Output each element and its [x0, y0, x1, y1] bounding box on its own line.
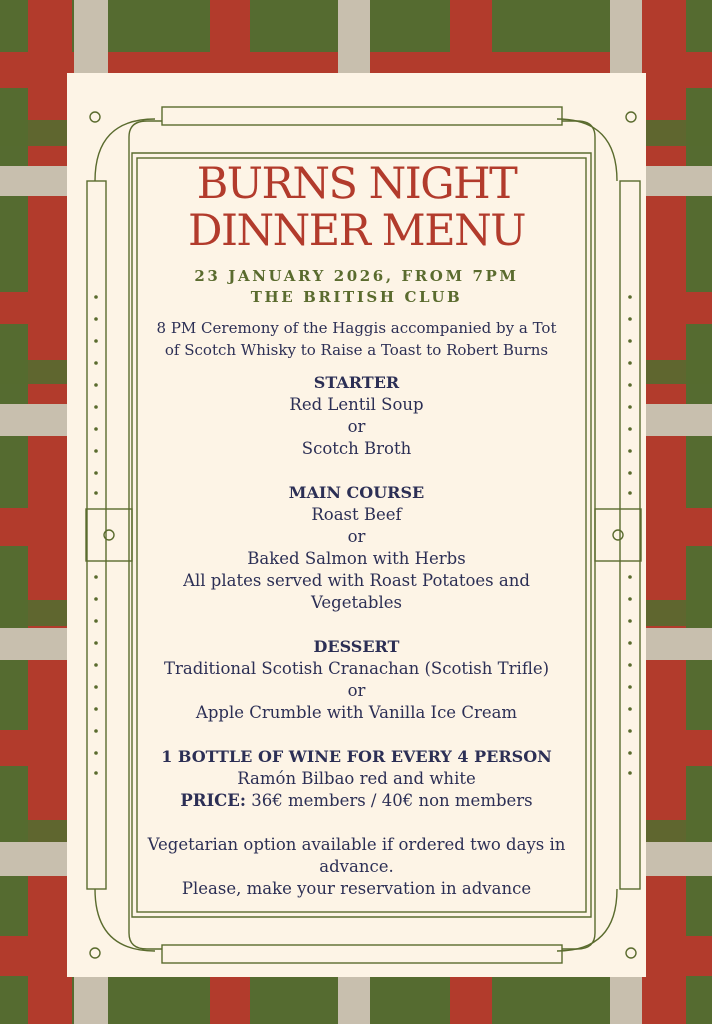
ceremony-line-1: 8 PM Ceremony of the Haggis accompanied by a Tot	[156, 319, 557, 337]
menu-title	[137, 161, 576, 255]
event-venue: THE BRITISH CLUB	[250, 288, 463, 306]
price-value: 36€ members / 40€ non members	[245, 791, 533, 810]
vegetarian-line-2: advance.	[319, 857, 394, 876]
title-line-1: BURNS NIGHT	[196, 159, 517, 209]
main-option-2: Baked Salmon with Herbs	[247, 549, 466, 568]
starter-option-2: Scotch Broth	[301, 439, 412, 458]
starter-section	[137, 372, 576, 460]
main-course-heading: MAIN COURSE	[288, 483, 425, 502]
main-note-line-1: All plates served with Roast Potatoes and	[183, 571, 530, 590]
footer-notes	[137, 834, 576, 900]
title-line-2: DINNER MENU	[188, 206, 525, 256]
price-label: PRICE:	[180, 791, 246, 810]
menu-content	[137, 161, 576, 900]
main-option-1: Roast Beef	[311, 505, 402, 524]
main-note-line-2: Vegetables	[310, 593, 403, 612]
ceremony-line-2: of Scotch Whisky to Raise a Toast to Robert Burns	[164, 341, 549, 359]
event-date: 23 JANUARY 2026, FROM 7PM	[194, 267, 519, 285]
dessert-option-1: Traditional Scotish Cranachan (Scotish Trifle)	[163, 659, 550, 678]
dessert-option-2: Apple Crumble with Vanilla Ice Cream	[195, 703, 518, 722]
starter-or: or	[347, 417, 366, 436]
starter-option-1: Red Lentil Soup	[289, 395, 424, 414]
wine-detail: Ramón Bilbao red and white	[237, 769, 476, 788]
dessert-or: or	[347, 681, 366, 700]
ceremony-note	[137, 317, 576, 361]
reservation-note: Please, make your reservation in advance	[181, 879, 532, 898]
vegetarian-line-1: Vegetarian option available if ordered two days in	[147, 835, 566, 854]
main-or: or	[347, 527, 366, 546]
dessert-section	[137, 636, 576, 724]
price-line	[137, 790, 576, 812]
wine-heading: 1 BOTTLE OF WINE FOR EVERY 4 PERSON	[161, 747, 552, 766]
menu-card	[67, 73, 646, 977]
wine-section	[137, 746, 576, 812]
dessert-heading: DESSERT	[313, 637, 400, 656]
starter-heading: STARTER	[313, 373, 400, 392]
event-details	[137, 266, 576, 308]
main-course-section	[137, 482, 576, 614]
